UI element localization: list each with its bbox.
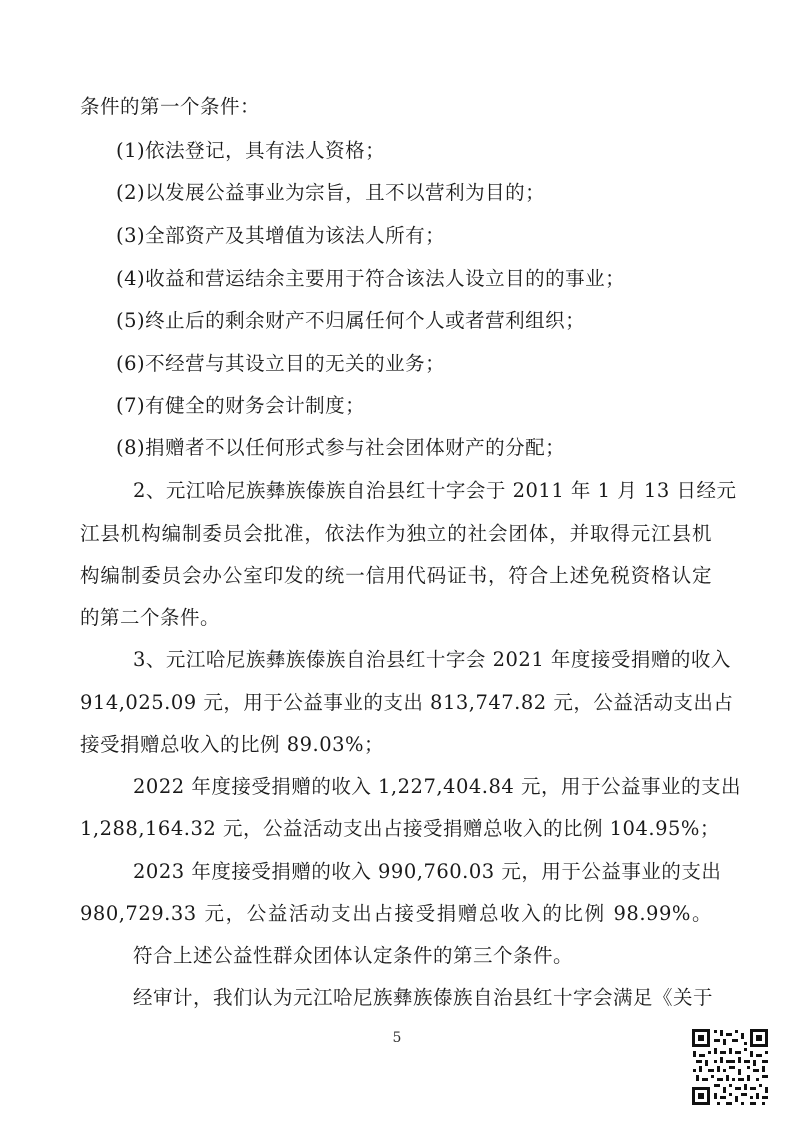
text-line-9: (8)捐赠者不以任何形式参与社会团体财产的分配； xyxy=(116,436,566,459)
text-line-8: (7)有健全的财务会计制度； xyxy=(116,394,366,417)
page-number: 5 xyxy=(392,1030,402,1046)
text-line-10: 2、元江哈尼族彝族傣族自治县红十字会于 2011 年 1 月 13 日经元 xyxy=(133,479,737,502)
text-line-16: 接受捐赠总收入的比例 89.03%； xyxy=(80,733,385,756)
text-line-14: 3、元江哈尼族彝族傣族自治县红十字会 2021 年度接受捐赠的收入 xyxy=(133,648,731,671)
text-line-3: (2)以发展公益事业为宗旨，且不以营利为目的； xyxy=(116,181,546,204)
text-line-20: 980,729.33 元，公益活动支出占接受捐赠总收入的比例 98.99%。 xyxy=(80,902,712,925)
text-line-18: 1,288,164.32 元，公益活动支出占接受捐赠总收入的比例 104.95%； xyxy=(80,817,720,840)
text-line-4: (3)全部资产及其增值为该法人所有； xyxy=(116,224,446,247)
text-line-2: (1)依法登记，具有法人资格； xyxy=(116,139,386,162)
text-line-6: (5)终止后的剩余财产不归属任何个人或者营利组织； xyxy=(116,309,586,332)
text-line-17: 2022 年度接受捐赠的收入 1,227,404.84 元，用于公益事业的支出 xyxy=(133,775,741,798)
text-line-12: 构编制委员会办公室印发的统一信用代码证书，符合上述免税资格认定 xyxy=(80,564,712,587)
text-line-15: 914,025.09 元，用于公益事业的支出 813,747.82 元，公益活动支出占 xyxy=(80,691,734,714)
text-line-19: 2023 年度接受捐赠的收入 990,760.03 元，用于公益事业的支出 xyxy=(133,860,722,883)
text-line-21: 符合上述公益性群众团体认定条件的第三个条件。 xyxy=(133,944,574,967)
text-line-11: 江县机构编制委员会批准，依法作为独立的社会团体，并取得元江县机 xyxy=(80,522,712,545)
text-line-22: 经审计，我们认为元江哈尼族彝族傣族自治县红十字会满足《关于 xyxy=(133,986,714,1009)
text-line-13: 的第二个条件。 xyxy=(80,606,221,629)
qr-code-icon xyxy=(691,1028,769,1106)
text-line-1: 条件的第一个条件： xyxy=(80,95,261,118)
text-line-5: (4)收益和营运结余主要用于符合该法人设立目的的事业； xyxy=(116,267,626,290)
text-line-7: (6)不经营与其设立目的无关的业务； xyxy=(116,352,446,375)
